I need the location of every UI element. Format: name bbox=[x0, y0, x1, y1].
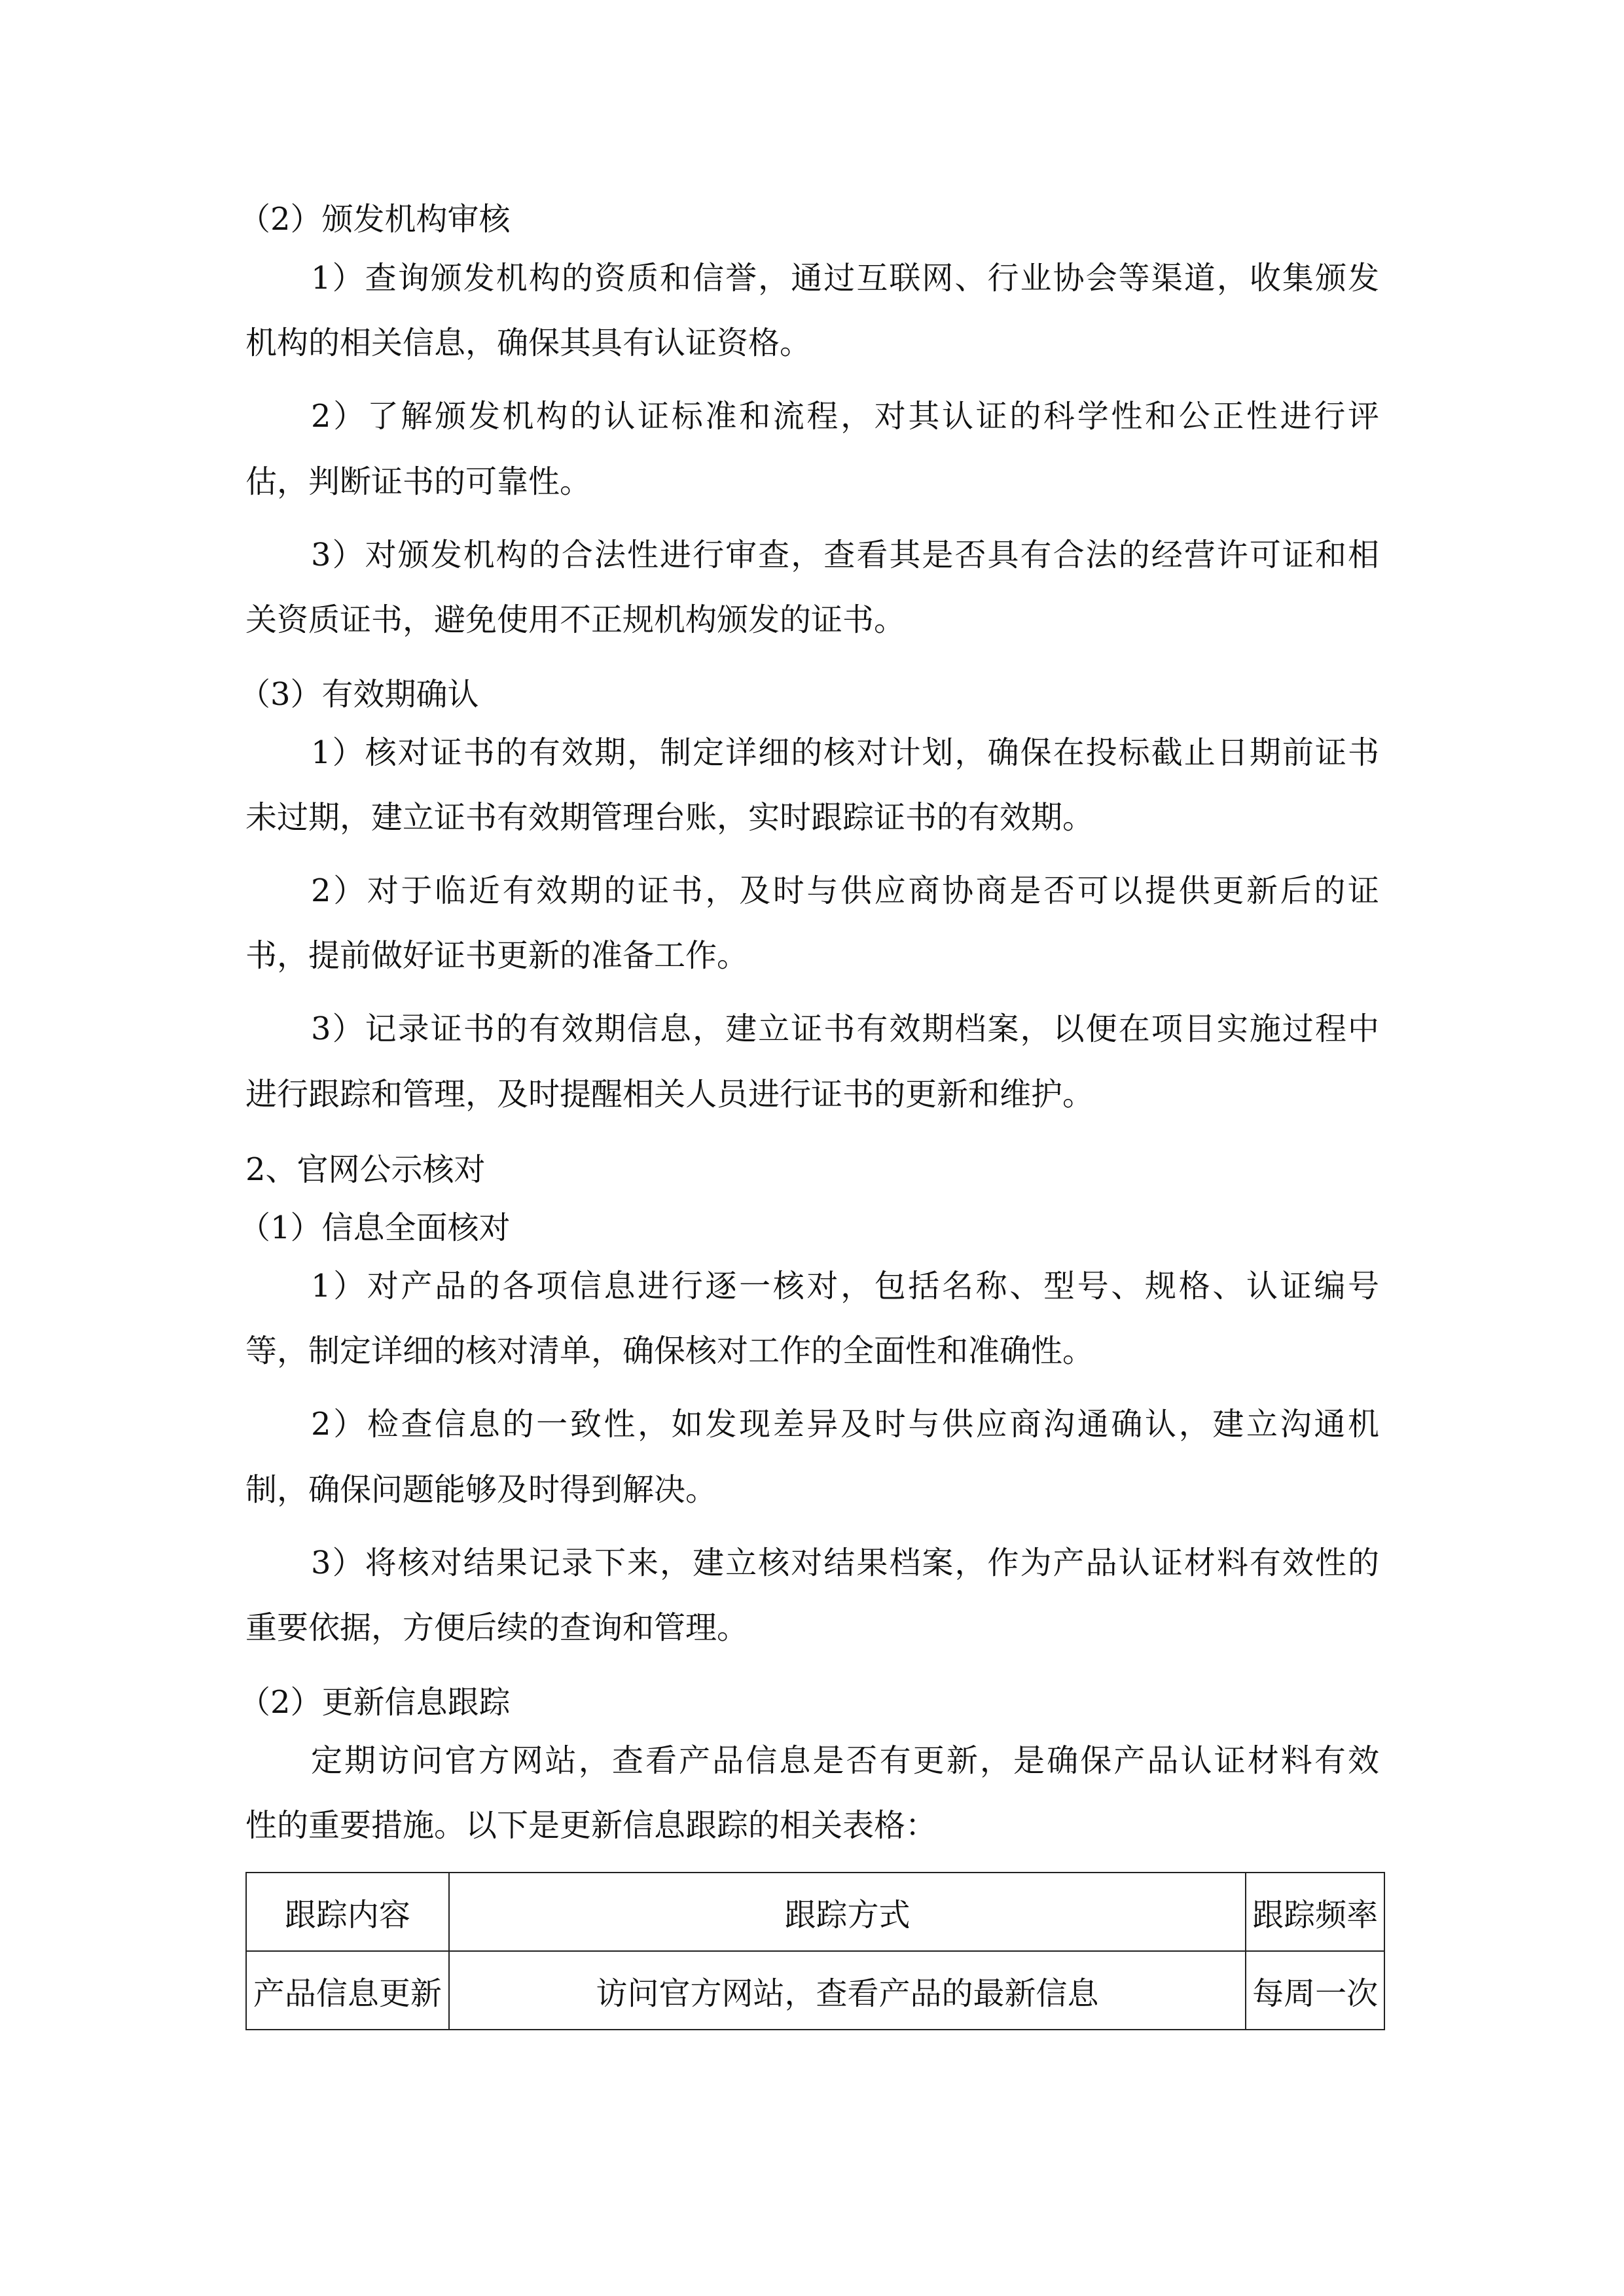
paragraph-line: 性的重要措施。以下是更新信息跟踪的相关表格： bbox=[245, 1807, 937, 1844]
paragraph-line: 定期访问官方网站，查看产品信息是否有更新，是确保产品认证材料有效 bbox=[311, 1742, 1379, 1779]
section-heading-info-check: （1）信息全面核对 bbox=[239, 1210, 511, 1246]
paragraph-line: 3）将核对结果记录下来，建立核对结果档案，作为产品认证材料有效性的 bbox=[311, 1545, 1379, 1581]
paragraph-line: 估，判断证书的可靠性。 bbox=[245, 463, 592, 500]
section-heading-official-site: 2、官网公示核对 bbox=[245, 1151, 486, 1188]
paragraph-line: 机构的相关信息，确保其具有认证资格。 bbox=[245, 325, 812, 361]
section-heading-validity-check: （3）有效期确认 bbox=[239, 676, 479, 713]
paragraph-line: 重要依据，方便后续的查询和管理。 bbox=[245, 1609, 749, 1646]
paragraph-line: 3）记录证书的有效期信息，建立证书有效期档案，以便在项目实施过程中 bbox=[311, 1011, 1379, 1047]
paragraph-line: 1）核对证书的有效期，制定详细的核对计划，确保在投标截止日期前证书 bbox=[311, 734, 1379, 771]
paragraph-line: 制，确保问题能够及时得到解决。 bbox=[245, 1471, 717, 1508]
section-heading-issuer-review: （2）颁发机构审核 bbox=[239, 201, 511, 238]
paragraph-line: 进行跟踪和管理，及时提醒相关人员进行证书的更新和维护。 bbox=[245, 1076, 1094, 1113]
paragraph-line: 书，提前做好证书更新的准备工作。 bbox=[245, 937, 749, 974]
paragraph-line: 未过期，建立证书有效期管理台账，实时跟踪证书的有效期。 bbox=[245, 799, 1094, 836]
paragraph-line: 2）检查信息的一致性，如发现差异及时与供应商沟通确认，建立沟通机 bbox=[311, 1406, 1379, 1443]
update-tracking-table bbox=[245, 1872, 1385, 2030]
paragraph-line: 1）对产品的各项信息进行逐一核对，包括名称、型号、规格、认证编号 bbox=[311, 1268, 1379, 1304]
section-heading-update-tracking: （2）更新信息跟踪 bbox=[239, 1684, 511, 1721]
table-row bbox=[246, 1951, 1384, 2030]
table-cell: 访问官方网站，查看产品的最新信息 bbox=[449, 1951, 1246, 2030]
table-header-cell: 跟踪内容 bbox=[246, 1873, 449, 1951]
paragraph-line: 1）查询颁发机构的资质和信誉，通过互联网、行业协会等渠道，收集颁发 bbox=[311, 260, 1379, 296]
paragraph-line: 3）对颁发机构的合法性进行审查，查看其是否具有合法的经营许可证和相 bbox=[311, 537, 1379, 573]
paragraph-line: 2）了解颁发机构的认证标准和流程，对其认证的科学性和公正性进行评 bbox=[311, 398, 1379, 435]
paragraph-line: 2）对于临近有效期的证书，及时与供应商协商是否可以提供更新后的证 bbox=[311, 872, 1379, 909]
table-header-cell: 跟踪频率 bbox=[1246, 1873, 1384, 1951]
table-header-row bbox=[246, 1873, 1384, 1951]
table-header-cell: 跟踪方式 bbox=[449, 1873, 1246, 1951]
paragraph-line: 关资质证书，避免使用不正规机构颁发的证书。 bbox=[245, 601, 906, 638]
table-cell: 每周一次 bbox=[1246, 1951, 1384, 2030]
paragraph-line: 等，制定详细的核对清单，确保核对工作的全面性和准确性。 bbox=[245, 1333, 1094, 1369]
table-cell: 产品信息更新 bbox=[246, 1951, 449, 2030]
